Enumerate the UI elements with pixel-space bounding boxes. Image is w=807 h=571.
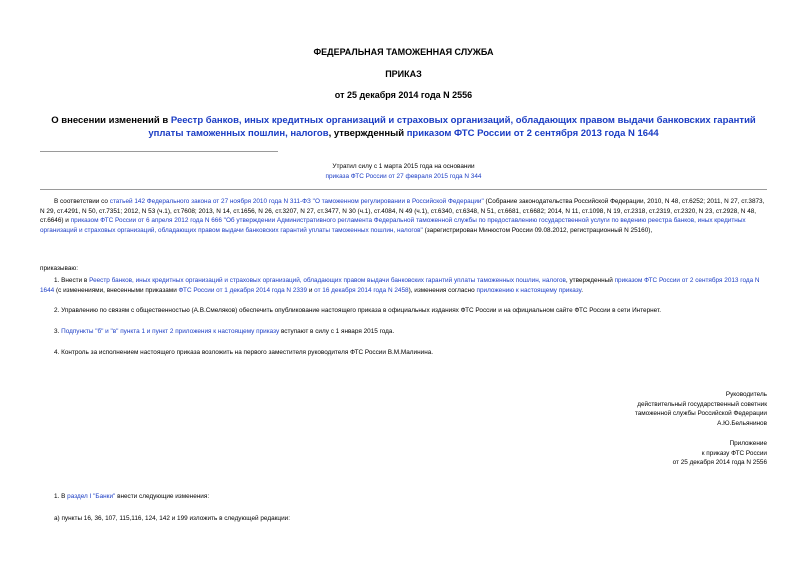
- item-1-text-5: ), изменения согласно: [408, 286, 477, 294]
- status-note-text: Утратил силу с 1 марта 2015 года на основании: [332, 163, 475, 170]
- preamble-text-3: (зарегистрирован Минюстом России 09.08.2012, регистрационный N 25160),: [422, 226, 653, 234]
- item-1-text-1: 1. Внести в: [54, 277, 90, 284]
- org-name: ФЕДЕРАЛЬНАЯ ТАМОЖЕННАЯ СЛУЖБА: [313, 47, 494, 57]
- title-link-order[interactable]: приказом ФТС России от 2 сентября 2013 года N 1644: [406, 128, 659, 139]
- preamble-link-law[interactable]: статьей 142 Федерального закона от 27 ноября 2010 года N 311-ФЗ "О таможенном регулировании в Российской Федерации": [109, 198, 484, 205]
- preamble-link-order-666[interactable]: приказом ФТС России от 6 апреля 2012 года N 666 "Об утверждении Административного регламента Федеральной таможенной службы по предоставлению государственной услуги по ведению реестра банков, иных кредитных организаций и страховых организаций, обладающих правом выдачи банковских гарантий уплаты таможенных пошлин, налогов": [40, 217, 746, 234]
- item-1-text-6: .: [581, 286, 583, 294]
- signature-line-3: таможенной службы Российской Федерации: [634, 410, 767, 418]
- orders-word: приказываю:: [40, 265, 78, 272]
- title-text-1: О внесении изменений в: [51, 115, 171, 126]
- item-1-link-appendix[interactable]: приложению к настоящему приказу: [476, 286, 582, 294]
- item-1: [40, 276, 770, 295]
- appendix-line-3: от 25 декабря 2014 года N 2556: [672, 459, 767, 467]
- item-3-link-subitems[interactable]: Подпункты "б" и "в" пункта 1 и пункт 2 приложения к настоящему приказу: [61, 328, 280, 335]
- title-link-registry[interactable]: Реестр банков, иных кредитных организаций и страховых организаций, обладающих правом выдачи банковских гарантий уплаты таможенных пошлин, налогов: [148, 115, 756, 139]
- change-1-text-2: внести следующие изменения:: [115, 493, 210, 500]
- divider-long: [40, 189, 767, 190]
- change-a: а) пункты 16, 36, 107, 115,116, 124, 142 и 199 изложить в следующей редакции:: [54, 515, 290, 522]
- item-1-text-2: , утвержденный: [565, 277, 615, 284]
- doc-date-number: от 25 декабря 2014 года N 2556: [334, 90, 473, 100]
- status-note-link[interactable]: приказа ФТС России от 27 февраля 2015 года N 344: [325, 172, 482, 180]
- signature-line-4: А.Ю.Бельянинов: [717, 419, 767, 427]
- item-4: 4. Контроль за исполнением настоящего приказа возложить на первого заместителя руководителя ФТС России В.М.Малинина.: [54, 349, 434, 356]
- doc-type: ПРИКАЗ: [385, 69, 422, 79]
- divider-short: [40, 151, 278, 152]
- change-1-text-1: 1. В: [54, 493, 68, 500]
- item-3: [40, 327, 770, 337]
- title-text-2: , утвержденный: [328, 128, 407, 139]
- item-1-link-order-2458[interactable]: от 16 декабря 2014 года N 2458: [314, 286, 409, 294]
- signature-line-2: действительный государственный советник: [637, 400, 767, 408]
- doc-title: [40, 114, 767, 140]
- item-1-link-registry[interactable]: Реестр банков, иных кредитных организаций и страховых организаций, обладающих правом выдачи банковских гарантий уплаты таможенных пошлин, налогов: [89, 277, 566, 284]
- appendix-block: [467, 439, 767, 468]
- item-1-link-order-2339[interactable]: ФТС России от 1 декабря 2014 года N 2339: [178, 286, 308, 294]
- preamble: [40, 197, 770, 235]
- appendix-line-1: Приложение: [729, 440, 767, 447]
- item-1-text-3: (с изменениями, внесенными приказами: [54, 286, 179, 294]
- item-1-link-order-1644[interactable]: приказом ФТС России от 2 сентября 2013 года N 1644: [40, 277, 760, 294]
- change-1-link-section[interactable]: раздел I "Банки": [67, 493, 116, 500]
- signature-block: [467, 390, 767, 428]
- item-2: 2. Управлению по связям с общественностью (А.В.Смеляков) обеспечить опубликование настоящего приказа в официальных изданиях ФТС России и на официальном сайте ФТС России в сети Интернет.: [54, 307, 662, 314]
- preamble-text-1: В соответствии со: [54, 198, 110, 205]
- item-3-text-1: 3.: [54, 328, 62, 335]
- status-note: [40, 162, 767, 181]
- signature-line-1: Руководитель: [725, 391, 767, 398]
- preamble-text-2: (Собрание законодательства Российской Федерации, 2010, N 48, ст.6252; 2011, N 27, ст.3873, N 29, ст.4291, N 50, ст.7351; 2012, N 53 (ч.1), ст.7608; 2013, N 14, ст.1656, N 26, ст.3207, N 27, ст.3477, N 30 (ч.1), ст.4084, N 49 (ч.1), ст.6340, ст.6348, N 51, ст.6681, ст.6682; 2014, N 11, ст.1098, N 19, ст.2318, ст.2319, ст.2320, N 23, ст.2928, N 48, ст.6646) и: [40, 198, 765, 225]
- appendix-line-2: к приказу ФТС России: [701, 449, 767, 457]
- item-3-text-2: вступают в силу с 1 января 2015 года.: [279, 328, 395, 335]
- change-1: [40, 492, 770, 502]
- item-1-text-4: и: [307, 286, 315, 294]
